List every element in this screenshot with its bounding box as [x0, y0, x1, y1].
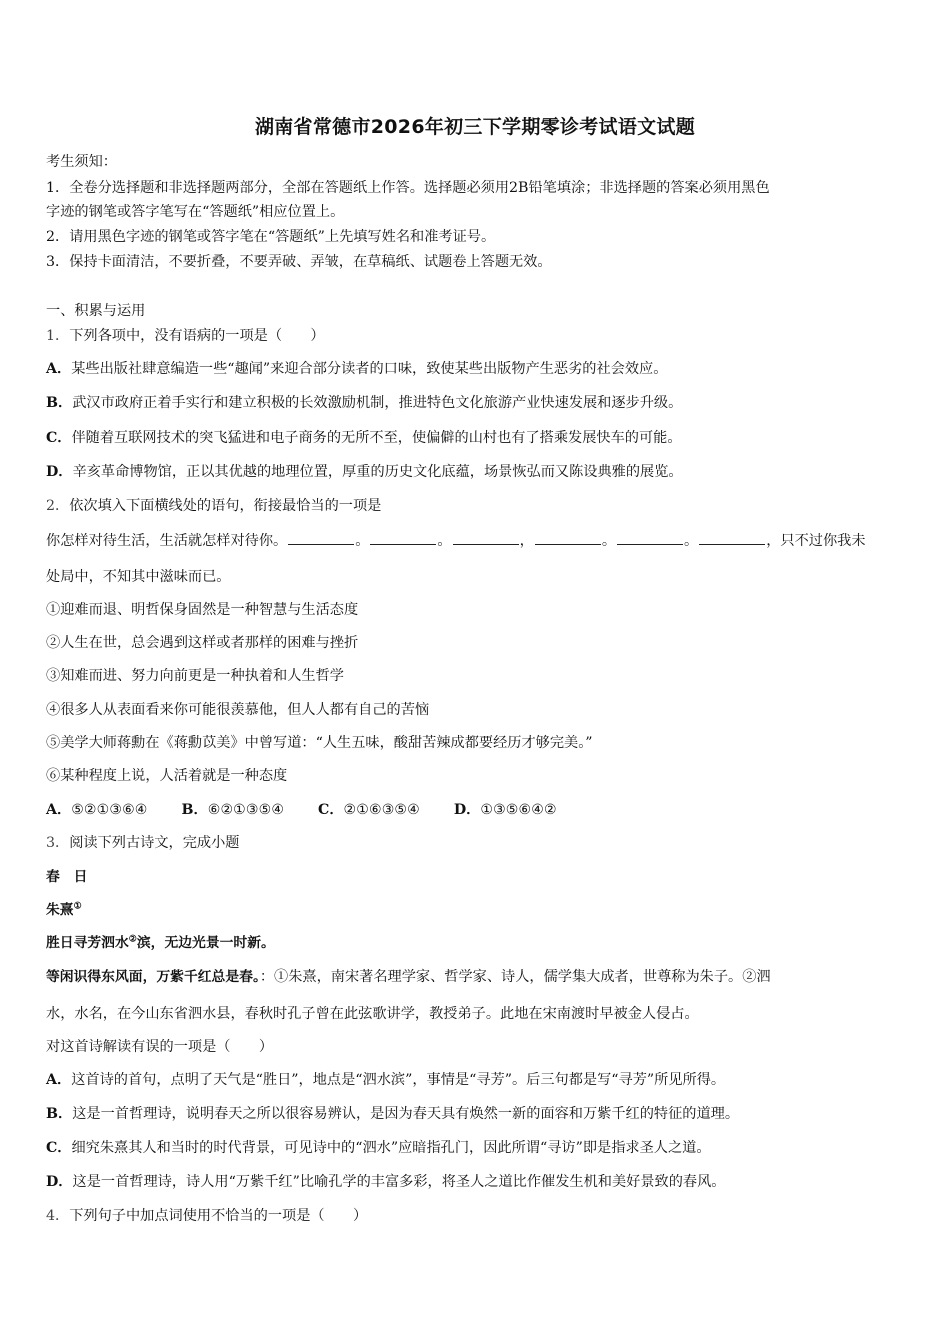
question-number: 4． [46, 1208, 70, 1224]
poem-author [46, 900, 906, 920]
q2-passage-cont: 处局中，不知其中滋味而已。 [46, 569, 231, 585]
notice-item-1-cont: 字迹的钢笔或答字笔写在“答题纸”相应位置上。 [46, 204, 345, 220]
q2-option-b[interactable] [182, 800, 285, 820]
notice-item-2: 2．请用黑色字迹的钢笔或答字笔在“答题纸”上先填写姓名和准考证号。 [46, 229, 496, 245]
q3-question: 对这首诗解读有误的一项是（ ） [46, 1039, 274, 1055]
footnote-marker: ② [128, 934, 137, 945]
q2-sentence-3: ③知难而进、努力向前更是一种执着和人生哲学 [46, 668, 344, 684]
q2-sentence-5: ⑤美学大师蒋勳在《蒋勳苡美》中曾写道：“人生五味，酸甜苦辣成都要经历才够完美。” [46, 735, 593, 751]
question-text: 阅读下列古诗文，完成小题 [69, 835, 240, 851]
separator: 。 [601, 533, 617, 549]
q2-options [46, 800, 906, 820]
fill-blank-2[interactable] [370, 530, 436, 545]
q2-sentence-1: ①迎难而退、明哲保身固然是一种智慧与生活态度 [46, 602, 359, 618]
option-label: C． [318, 802, 344, 818]
option-text: 某些出版社肆意编造一些“趣闻”来迎合部分读者的口味，致使某些出版物产生恶劣的社会效应。 [71, 361, 668, 377]
poem-text: 胜日寻芳泗水 [46, 935, 129, 951]
separator: ， [519, 533, 534, 549]
poem-text: 等闲识得东风面，万紫千红总是春。 [46, 969, 260, 985]
option-label: B． [46, 1106, 73, 1122]
question-number: 3． [46, 835, 70, 851]
q2-sentence-6: ⑥某种程度上说，人活着就是一种态度 [46, 768, 288, 784]
q1-option-d[interactable] [46, 462, 906, 482]
poem-line-1 [46, 933, 906, 953]
q2-sentence-2: ②人生在世，总会遇到这样或者那样的困难与挫折 [46, 635, 359, 651]
separator: 。 [355, 533, 370, 549]
q1-option-c[interactable] [46, 428, 906, 448]
option-text: ①③⑤⑥④② [480, 802, 557, 818]
poet-name: 朱熹 [46, 902, 74, 918]
option-text: 这是一首哲理诗，诗人用“万紫千红”比喻孔学的丰富多彩，将圣人之道比作催发生机和美好景致的春风。 [72, 1174, 726, 1190]
option-text: 细究朱熹其人和当时的时代背景，可见诗中的“泗水”应暗指孔门，因此所谓“寻访”即是指求圣人之道。 [71, 1140, 711, 1156]
option-label: A． [46, 361, 72, 377]
question-text: 下列句子中加点词使用不恰当的一项是（ ） [69, 1208, 368, 1224]
option-text: 武汉市政府正着手实行和建立积极的长效激励机制，推进特色文化旅游产业快速发展和逐步升级。 [72, 395, 683, 411]
passage-start: 你怎样对待生活，生活就怎样对待你。 [46, 533, 288, 549]
option-text: 这首诗的首句，点明了天气是“胜日”，地点是“泗水滨”，事情是“寻芳”。后三句都是写“寻芳”所见所得。 [71, 1072, 726, 1088]
q2-option-c[interactable] [318, 800, 420, 820]
q1-option-b[interactable] [46, 393, 906, 413]
q3-option-b[interactable] [46, 1104, 906, 1124]
option-text: 辛亥革命博物馆，正以其优越的地理位置，厚重的历史文化底蕴，场景恢弘而又陈设典雅的展览。 [72, 464, 683, 480]
q2-option-d[interactable] [454, 800, 557, 820]
option-label: A． [46, 1072, 72, 1088]
option-label: D． [46, 464, 73, 480]
option-label: B． [46, 395, 73, 411]
page-title: 湖南省常德市2026年初三下学期零诊考试语文试题 [254, 116, 696, 138]
q2-passage [46, 530, 906, 551]
option-text: 伴随着互联网技术的突飞猛进和电子商务的无所不至，使偏僻的山村也有了搭乘发展快车的可能。 [71, 430, 682, 446]
fill-blank-6[interactable] [699, 530, 765, 545]
q1-option-a[interactable] [46, 359, 906, 379]
q3-option-a[interactable] [46, 1070, 906, 1090]
footnote-cont: 水，水名，在今山东省泗水县，春秋时孔子曾在此弦歌讲学，教授弟子。此地在宋南渡时早被金人侵占。 [46, 1006, 699, 1022]
q2-sentence-4: ④很多人从表面看来你可能很羡慕他，但人人都有自己的苦恼 [46, 702, 430, 718]
question-3-stem [46, 833, 906, 853]
poem-title: 春 日 [46, 869, 88, 885]
fill-blank-3[interactable] [453, 530, 519, 545]
fill-blank-4[interactable] [535, 530, 601, 545]
fill-blank-5[interactable] [617, 530, 683, 545]
option-label: C． [46, 430, 72, 446]
q2-option-a[interactable] [46, 800, 148, 820]
question-4-stem [46, 1206, 906, 1226]
section-heading: 一、积累与运用 [46, 303, 146, 319]
separator: 。 [684, 533, 699, 549]
q3-option-d[interactable] [46, 1172, 906, 1192]
poem-text: 滨，无边光景一时新。 [136, 935, 275, 951]
footnote-text: ：①朱熹，南宋著名理学家、哲学家、诗人，儒学集大成者，世尊称为朱子。②泗 [259, 969, 771, 985]
option-text: 这是一首哲理诗，说明春天之所以很容易辨认，是因为春天具有焕然一新的面容和万紫千红的特征的道理。 [72, 1106, 740, 1122]
poem-line-2-with-notes [46, 967, 906, 987]
option-label: D． [46, 1174, 73, 1190]
option-text: ②①⑥③⑤④ [343, 802, 420, 818]
option-label: D． [453, 802, 481, 818]
option-text: ⑤②①③⑥④ [71, 802, 148, 818]
option-text: ⑥②①③⑤④ [207, 802, 285, 818]
notice-heading: 考生须知： [46, 154, 117, 170]
question-1-stem [46, 326, 906, 346]
fill-blank-1[interactable] [288, 530, 354, 545]
footnote-marker: ① [73, 901, 82, 912]
question-number: 2． [46, 498, 70, 514]
separator: 。 [437, 533, 452, 549]
notice-item-3: 3．保持卡面清洁，不要折叠，不要弄破、弄皱，在草稿纸、试题卷上答题无效。 [46, 254, 552, 270]
option-label: C． [46, 1140, 72, 1156]
option-label: B． [181, 802, 208, 818]
q3-option-c[interactable] [46, 1138, 906, 1158]
question-text: 依次填入下面横线处的语句，衔接最恰当的一项是 [69, 498, 382, 514]
question-number: 1． [46, 328, 70, 344]
passage-end: ，只不过你我未 [766, 533, 866, 549]
notice-item-1: 1．全卷分选择题和非选择题两部分，全部在答题纸上作答。选择题必须用2B铅笔填涂；非选择题的答案必须用黑色 [46, 180, 770, 196]
question-text: 下列各项中，没有语病的一项是（ ） [69, 328, 325, 344]
question-2-stem [46, 496, 906, 516]
option-label: A． [46, 802, 72, 818]
